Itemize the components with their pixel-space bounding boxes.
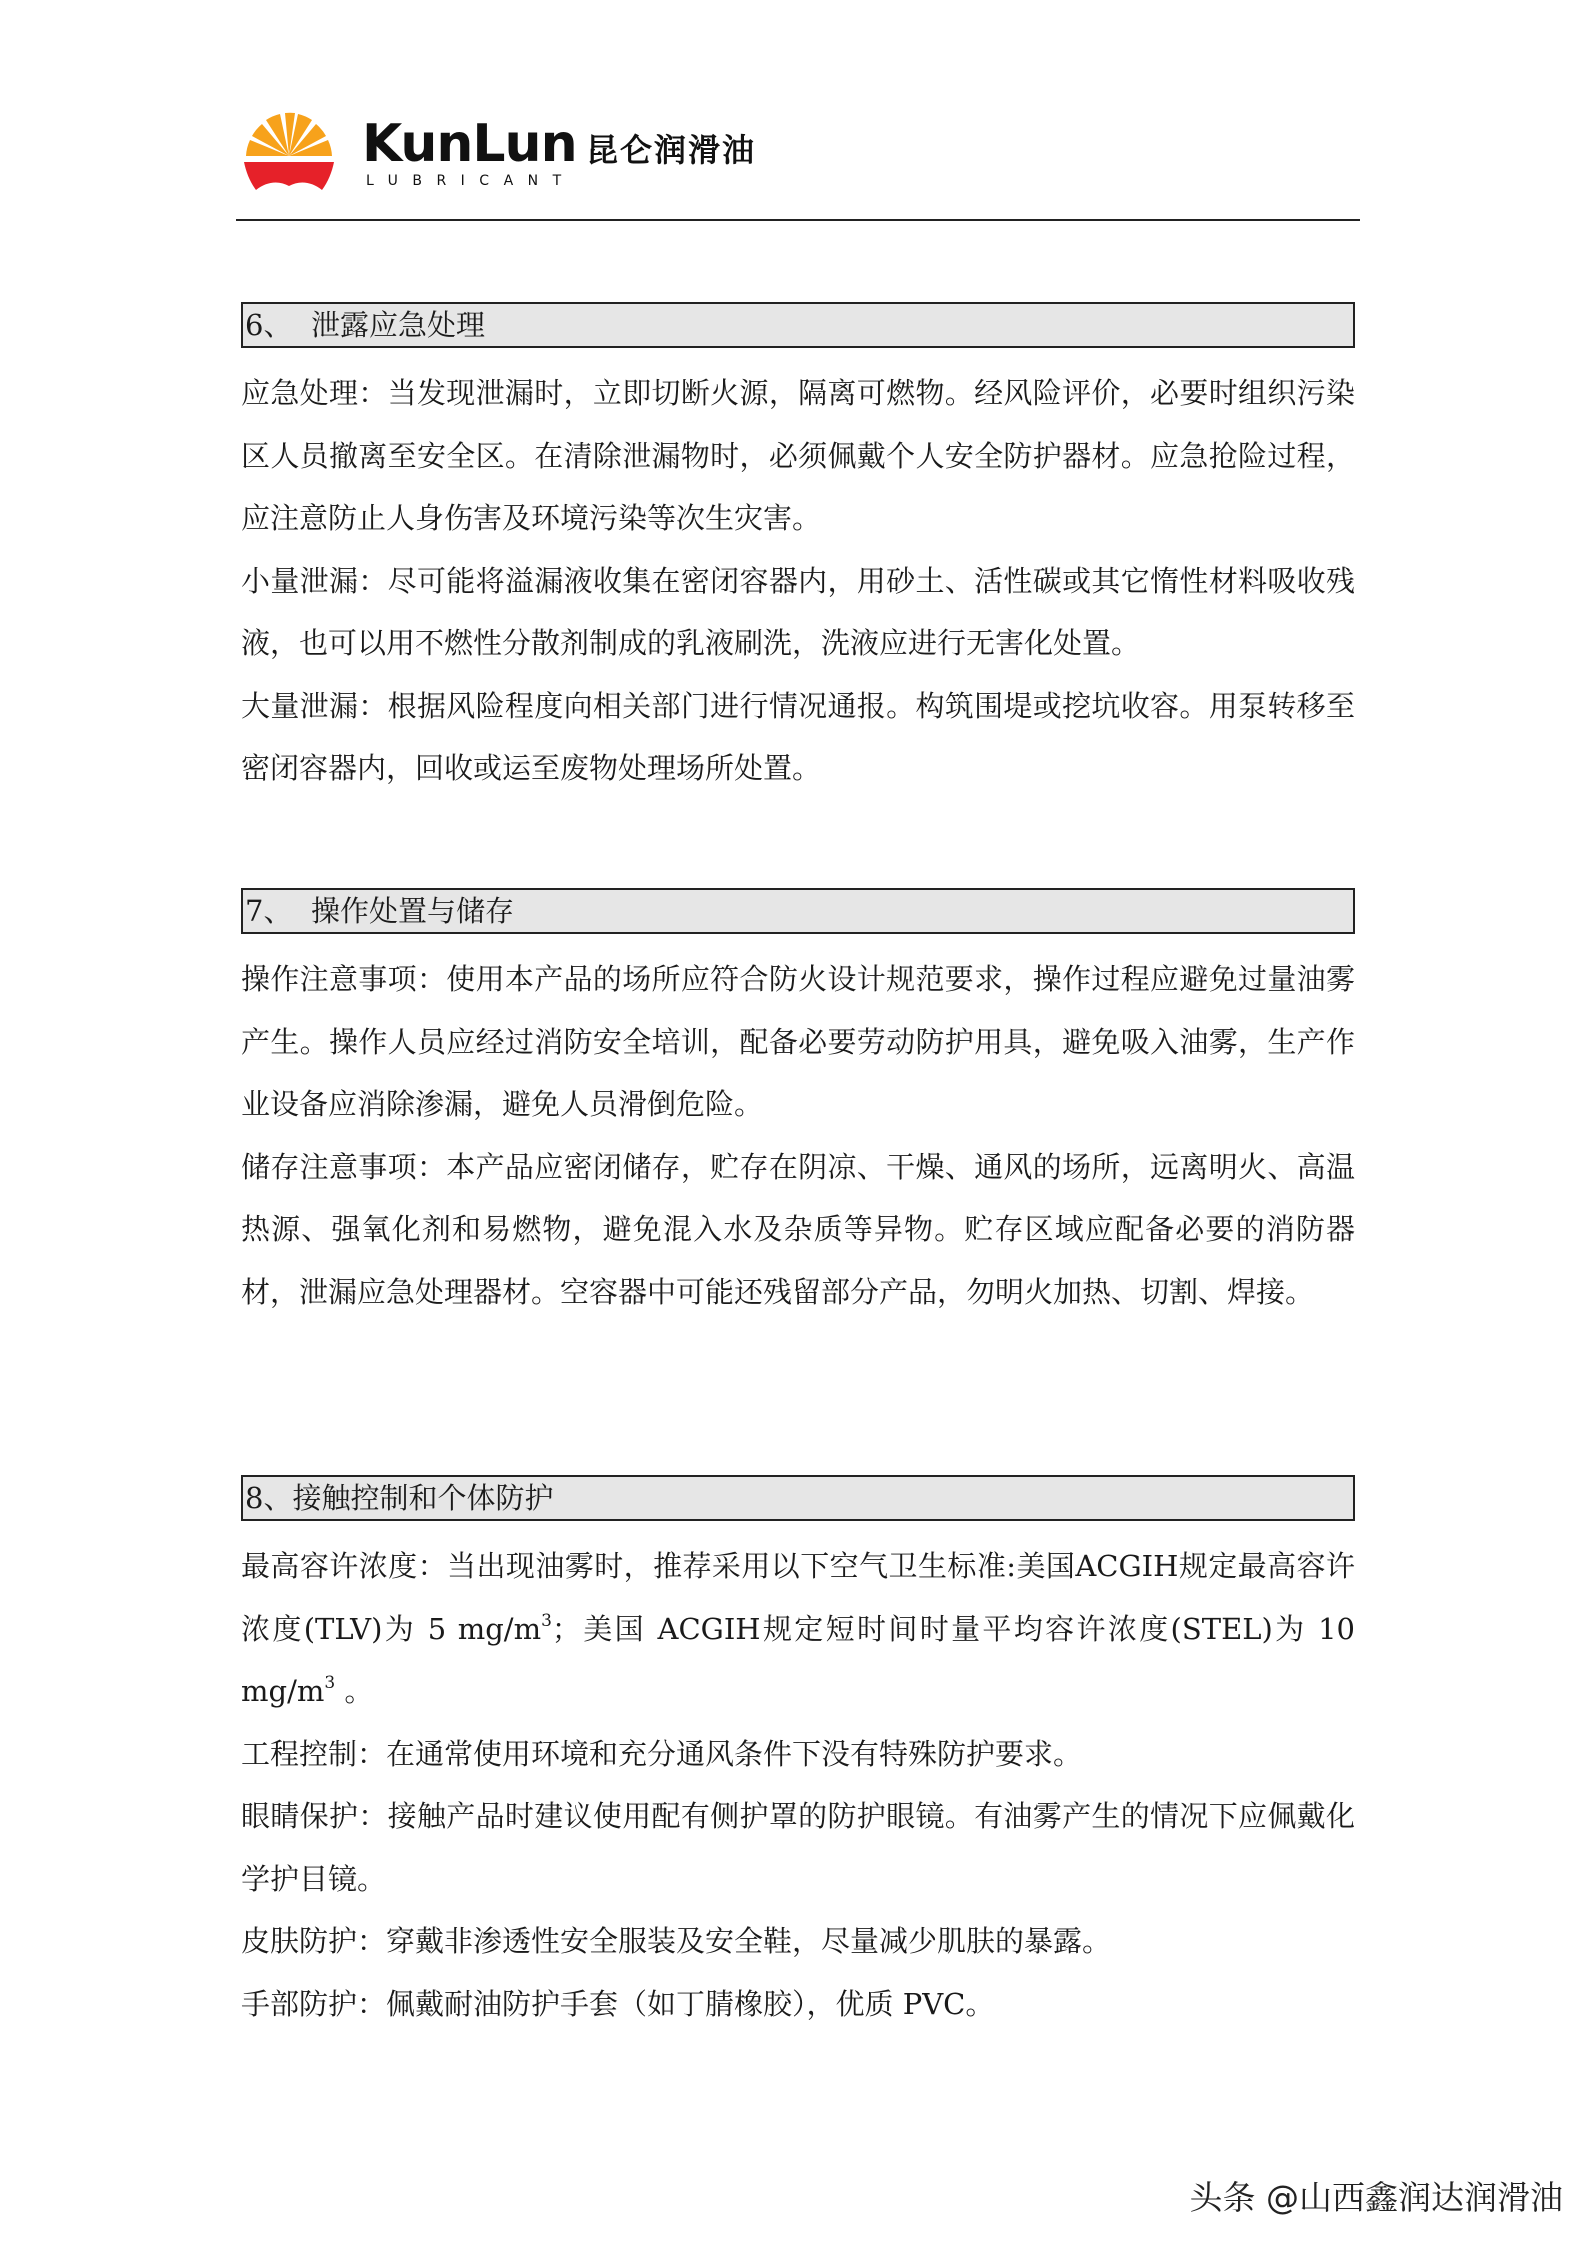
section-8-body <box>241 1535 1355 2035</box>
section-6 <box>241 302 1355 800</box>
paragraph-small-spill: 小量泄漏：尽可能将溢漏液收集在密闭容器内，用砂土、活性碳或其它惰性材料吸收残液，也可以用不燃性分散剂制成的乳液刷洗，洗液应进行无害化处置。 <box>241 563 1355 660</box>
section-8 <box>241 1475 1355 2035</box>
superscript: 3 <box>324 1673 336 1694</box>
section-number: 7、 <box>245 894 293 928</box>
header-divider <box>236 219 1360 221</box>
kunlun-logo-icon <box>240 110 338 196</box>
section-title: 操作处置与储存 <box>311 894 515 928</box>
section-7-title-bar <box>241 888 1355 934</box>
watermark: 头条 @山西鑫润达润滑油 <box>1189 2178 1563 2217</box>
brand-name-chinese: 昆仑润滑油 <box>586 131 757 169</box>
section-title: 接触控制和个体防护 <box>292 1481 554 1515</box>
section-7 <box>241 888 1355 1323</box>
section-6-body <box>241 362 1355 800</box>
section-number: 8、 <box>245 1481 293 1515</box>
paragraph-emergency-handling: 应急处理：当发现泄漏时，立即切断火源，隔离可燃物。经风险评价，必要时组织污染区人员撤离至安全区。在清除泄漏物时，必须佩戴个人安全防护器材。应急抢险过程，应注意防止人身伤害及环境污染等次生灾害。 <box>241 376 1355 535</box>
brand-subtitle: LUBRICANT <box>366 173 576 189</box>
paragraph-eye-protection: 眼睛保护：接触产品时建议使用配有侧护罩的防护眼镜。有油雾产生的情况下应佩戴化学护目镜。 <box>241 1799 1355 1896</box>
section-8-title-bar <box>241 1475 1355 1521</box>
paragraph-skin-protection: 皮肤防护：穿戴非渗透性安全服装及安全鞋，尽量减少肌肤的暴露。 <box>241 1924 1112 1958</box>
limits-text-1: 最高容许浓度：当出现油雾时，推荐采用以下空气卫生标准:美国ACGIH规定最高容许浓度(TLV)为 5 mg/m <box>241 1549 1355 1646</box>
paragraph-exposure-limits <box>241 1535 1355 1723</box>
brand-name: KunLun <box>362 114 577 174</box>
section-6-title-bar <box>241 302 1355 348</box>
section-7-body <box>241 948 1355 1323</box>
section-title: 泄露应急处理 <box>311 308 486 342</box>
paragraph-handling-precautions: 操作注意事项：使用本产品的场所应符合防火设计规范要求，操作过程应避免过量油雾产生。操作人员应经过消防安全培训，配备必要劳动防护用具，避免吸入油雾，生产作业设备应消除渗漏，避免人员滑倒危险。 <box>241 962 1355 1121</box>
superscript: 3 <box>541 1610 552 1631</box>
limits-text-2: ；美国 ACGIH规定短时间时量平均容许浓度(STEL)为 10 mg/m <box>241 1611 1355 1708</box>
paragraph-engineering-control: 工程控制：在通常使用环境和充分通风条件下没有特殊防护要求。 <box>241 1736 1083 1771</box>
paragraph-storage-precautions: 储存注意事项：本产品应密闭储存，贮存在阴凉、干燥、通风的场所，远离明火、高温热源、强氧化剂和易燃物，避免混入水及杂质等异物。贮存区域应配备必要的消防器材，泄漏应急处理器材。空容器中可能还残留部分产品，勿明火加热、切割、焊接。 <box>241 1149 1355 1309</box>
paragraph-hand-protection: 手部防护：佩戴耐油防护手套（如丁腈橡胶），优质 PVC。 <box>241 1986 995 2021</box>
limits-text-3: 。 <box>335 1674 374 1708</box>
paragraph-large-spill: 大量泄漏：根据风险程度向相关部门进行情况通报。构筑围堤或挖坑收容。用泵转移至密闭容器内，回收或运至废物处理场所处置。 <box>241 688 1355 785</box>
section-number: 6、 <box>245 308 293 342</box>
